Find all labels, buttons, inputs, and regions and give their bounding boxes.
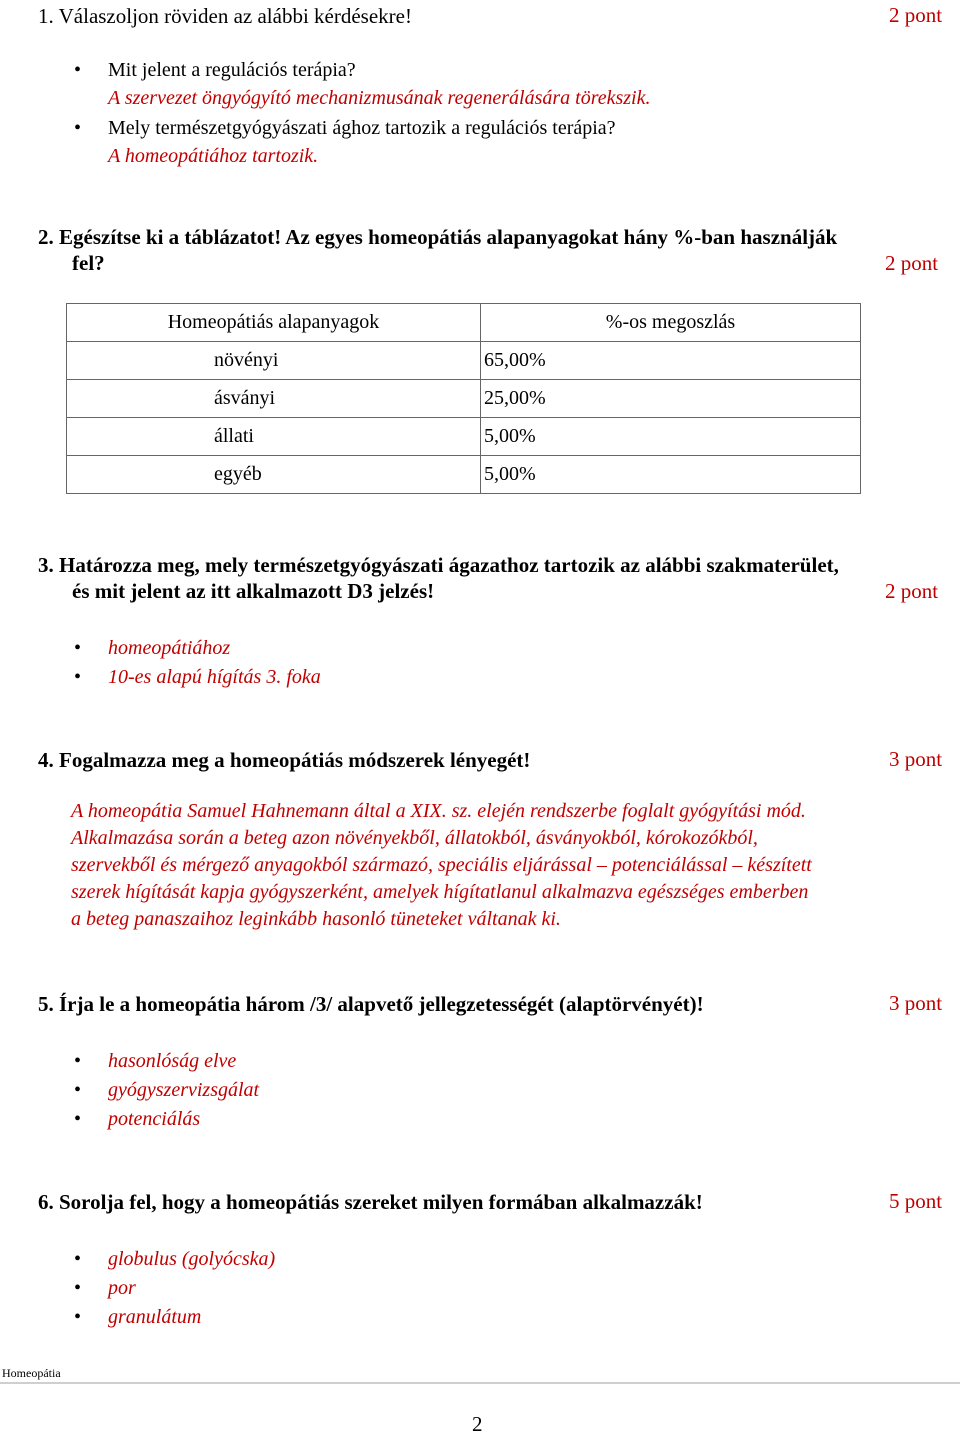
q4-answer	[71, 798, 951, 933]
q4-points: 3 pont	[889, 747, 943, 771]
row-value: 65,00%	[484, 349, 546, 371]
q4-answer-line: szerek hígítását kapja gyógyszerként, amelyek hígítatlanul alkalmazva egészséges emberben	[71, 881, 809, 903]
row-name: ásványi	[214, 387, 276, 409]
q6-answer-3: granulátum	[108, 1306, 202, 1328]
q2-title-line2: fel?	[72, 251, 105, 275]
bullet-icon: •	[74, 117, 82, 139]
footer-label: Homeopátia	[2, 1366, 61, 1380]
q5-answer-1: hasonlóság elve	[108, 1050, 237, 1072]
q5-answer-3: potenciálás	[108, 1108, 201, 1130]
row-name: egyéb	[214, 463, 262, 485]
q1-question-1: Mit jelent a regulációs terápia?	[108, 59, 356, 81]
q3-answer-2: 10-es alapú hígítás 3. foka	[108, 666, 321, 688]
q3-title-line2: és mit jelent az itt alkalmazott D3 jelzés!	[72, 579, 435, 603]
row-value: 5,00%	[484, 463, 536, 485]
bullet-icon: •	[74, 1306, 82, 1328]
q1-answer-2: A homeopátiához tartozik.	[108, 145, 319, 167]
footer-divider	[0, 1382, 960, 1384]
q5-points: 3 pont	[889, 991, 943, 1015]
table-header-materials: Homeopátiás alapanyagok	[167, 311, 380, 333]
q1-points: 2 pont	[889, 3, 943, 27]
q4-answer-line: szervekből és mérgező anyagokból származó, speciális eljárással – potenciálással – készített	[71, 854, 812, 876]
table-row	[67, 380, 861, 418]
bullet-icon: •	[74, 1050, 82, 1072]
row-name: állati	[214, 425, 254, 447]
q5-answer-2: gyógyszervizsgálat	[108, 1079, 260, 1101]
q3-answer-1: homeopátiához	[108, 637, 231, 659]
bullet-icon: •	[74, 1248, 82, 1270]
q3-title-line1: 3. Határozza meg, mely természetgyógyászati ágazathoz tartozik az alábbi szakmaterület,	[38, 553, 839, 577]
row-value: 5,00%	[484, 425, 536, 447]
q6-answer-2: por	[108, 1277, 136, 1299]
q1-question-2: Mely természetgyógyászati ághoz tartozik a regulációs terápia?	[108, 117, 616, 139]
bullet-icon: •	[74, 666, 82, 688]
q2-title-line1: 2. Egészítse ki a táblázatot! Az egyes homeopátiás alapanyagokat hány %-ban használják	[38, 225, 838, 249]
q1-answer-1: A szervezet öngyógyító mechanizmusának regenerálására törekszik.	[108, 87, 651, 109]
table-row	[67, 418, 861, 456]
q1-title: 1. Válaszoljon röviden az alábbi kérdésekre!	[38, 4, 412, 28]
q4-answer-line: a beteg panaszaihoz leginkább hasonló tüneteket váltanak ki.	[71, 908, 561, 930]
materials-table	[66, 303, 861, 494]
q4-answer-line: A homeopátia Samuel Hahnemann által a XIX. sz. elején rendszerbe foglalt gyógyítási mód.	[71, 800, 806, 822]
row-value: 25,00%	[484, 387, 546, 409]
table-row	[67, 342, 861, 380]
page-number: 2	[472, 1412, 483, 1436]
q3-points: 2 pont	[885, 579, 939, 603]
q6-points: 5 pont	[889, 1189, 943, 1213]
q6-answer-1: globulus (golyócska)	[108, 1248, 276, 1270]
bullet-icon: •	[74, 1277, 82, 1299]
bullet-icon: •	[74, 1108, 82, 1130]
q4-title: 4. Fogalmazza meg a homeopátiás módszerek lényegét!	[38, 748, 531, 772]
q4-answer-line: Alkalmazása során a beteg azon növényekből, állatokból, ásványokból, kórokozókból,	[71, 827, 758, 849]
row-name: növényi	[214, 349, 279, 371]
q2-points: 2 pont	[885, 251, 939, 275]
table-header-row	[67, 304, 861, 342]
bullet-icon: •	[74, 637, 82, 659]
table-row	[67, 456, 861, 494]
q5-title: 5. Írja le a homeopátia három /3/ alapvető jellegzetességét (alaptörvényét)!	[38, 992, 704, 1016]
bullet-icon: •	[74, 1079, 82, 1101]
q6-title: 6. Sorolja fel, hogy a homeopátiás szereket milyen formában alkalmazzák!	[38, 1190, 703, 1214]
bullet-icon: •	[74, 59, 82, 81]
table-header-percent: %-os megoszlás	[605, 311, 736, 333]
